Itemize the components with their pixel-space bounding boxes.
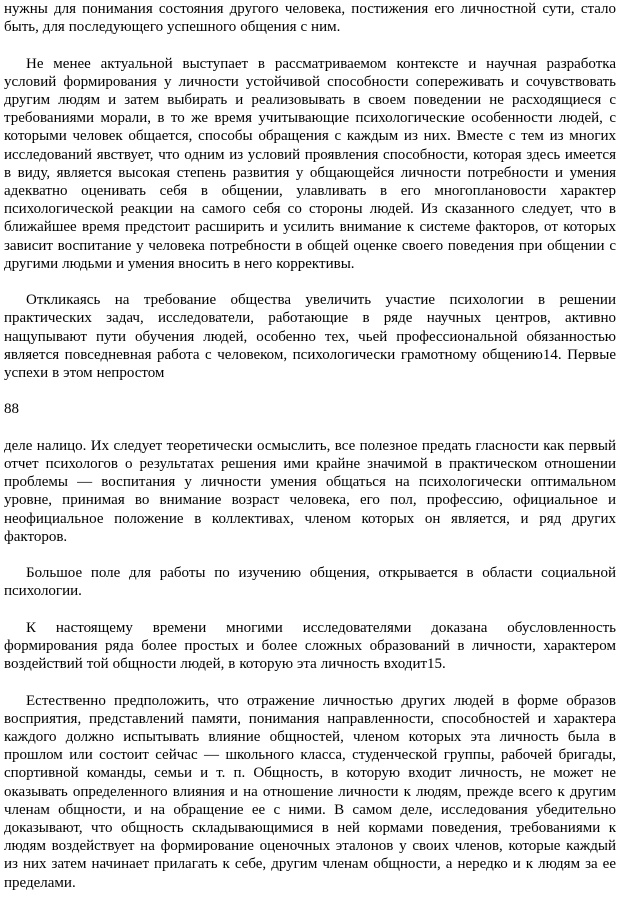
paragraph: Не менее актуальной выступает в рассматриваемом контексте и научная разработка условий формирования у личности устойчивой способности сопереживать и сочувствовать другим людям и затем выбирать и реализовывать в своем поведении не расходящиеся с требованиями морали, в то же время учитывающие психологические особенности людей, с которыми человек общается, способы обращения с каждым из них. Вместе с тем из многих исследований явствует, что одним из условий проявления способности, которая здесь имеется в виду, является высокая степень развития у общающейся личности потребности и умения адекватно оценивать себя в общении, улавливать в его многоплановости характер психологической реакции на самого себя со стороны людей. Из сказанного следует, что в ближайшее время предстоит расширить и усилить внимание к системе факторов, от которых зависит воспитание у человека потребности в общей оценке своего поведения при общении с другими людьми и умения вносить в него коррективы. bbox=[4, 55, 616, 272]
paragraph: Откликаясь на требование общества увеличить участие психологии в решении практических задач, исследователи, работающие в ряде научных центров, активно нащупывают пути обучения людей, особенно тех, чьей профессиональной обязанностью является повседневная работа с человеком, психологически грамотному общению14. Первые успехи в этом непростом bbox=[4, 292, 616, 382]
page-number: 88 bbox=[4, 401, 19, 418]
paragraph: Естественно предположить, что отражение личностью других людей в форме образов восприятия, представлений памяти, понимания направленности, способностей и характера каждого должно испытывать влияние общностей, членом которых эта личность была в прошлом или состоит сейчас — школьного класса, студенческой группы, рабочей бригады, спортивной команды, семьи и т. п. Общность, в которую входит личность, не может не оказывать определенного влияния и на отношение личности к людям, прежде всего к другим членам общности, и на обращение ее с ними. В самом деле, исследования убедительно доказывают, что общность складывающимися в ней кормами поведения, требованиями к людям воздействует на формирование оценочных эталонов у своих членов, которые каждый из них затем начинает прилагать к себе, другим членам общности, а нередко и к людям за ее пределами. bbox=[4, 692, 616, 891]
document-page bbox=[4, 0, 616, 892]
paragraph: К настоящему времени многими исследователями доказана обусловленность формирования ряда более простых и более сложных образований в личности, характером воздействий той общности людей, в которую эта личность входит15. bbox=[4, 619, 616, 673]
paragraph-continuation: деле налицо. Их следует теоретически осмыслить, все полезное предать гласности как первый отчет психологов о результатах решения ими крайне значимой в практическом отношении проблемы — воспитания у личности умения общаться на психологически оптимальном уровне, принимая во внимание возраст человека, его пол, профессию, официальное и неофициальное положение в коллективах, членом которых он является, и ряд других факторов. bbox=[4, 437, 616, 545]
paragraph: Большое поле для работы по изучению общения, открывается в области социальной психологии. bbox=[4, 565, 616, 600]
paragraph-continuation: нужны для понимания состояния другого человека, постижения его личностной сути, стало быть, для последующего успешного общения с ним. bbox=[4, 1, 616, 36]
